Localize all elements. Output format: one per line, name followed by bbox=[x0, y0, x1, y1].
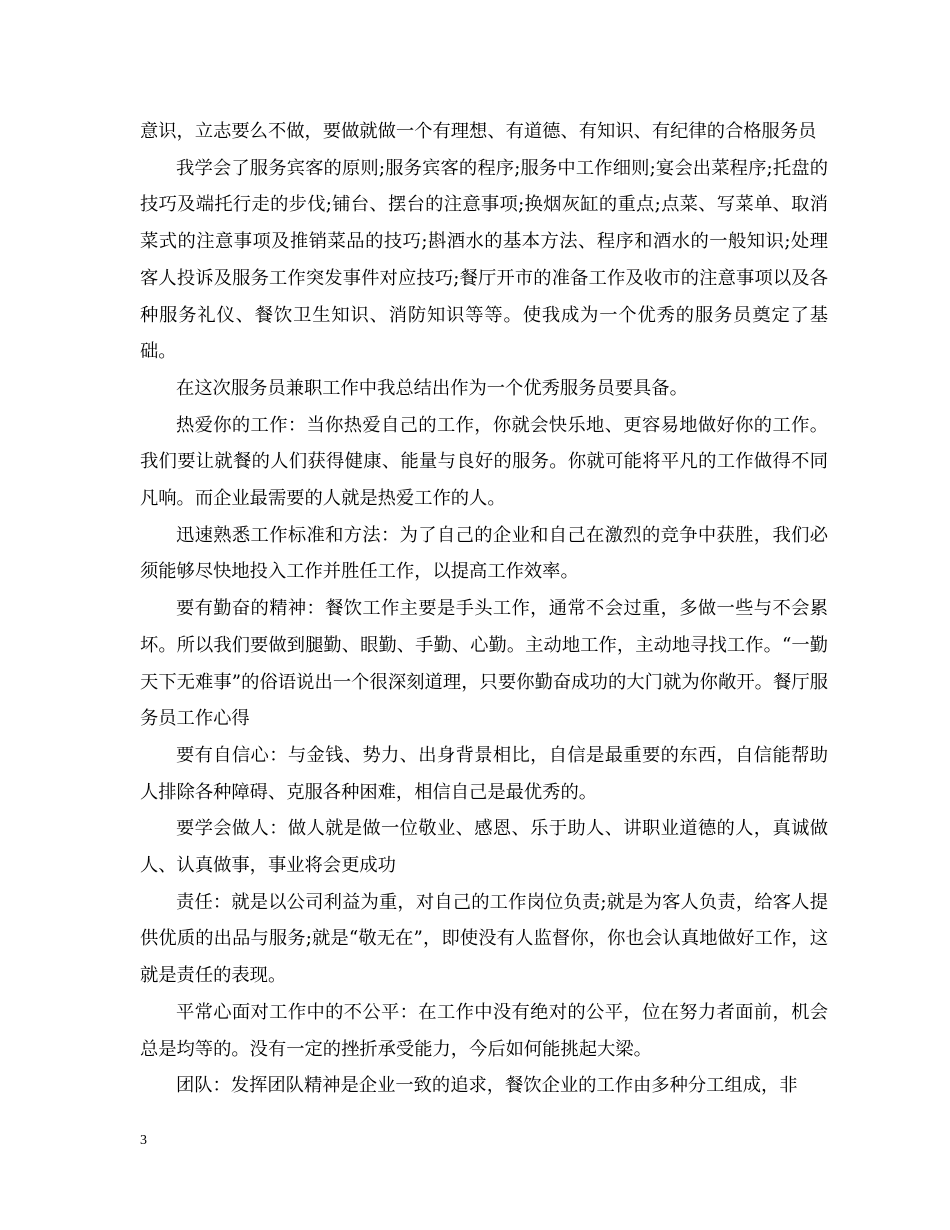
paragraph-6: 要有勤奋的精神：餐饮工作主要是手头工作，通常不会过重，多做一些与不会累坏。所以我们要做到腿勤、眼勤、手勤、心勤。主动地工作，主动地寻找工作。“一勤天下无难事”的俗语说出一个很深刻道理，只要你勤奋成功的大门就为你敞开。餐厅服务员工作心得 bbox=[140, 598, 828, 730]
paragraph-5: 迅速熟悉工作标准和方法：为了自己的企业和自己在激烈的竞争中获胜，我们必须能够尽快地投入工作并胜任工作，以提高工作效率。 bbox=[140, 524, 828, 583]
paragraph-3: 在这次服务员兼职工作中我总结出作为一个优秀服务员要具备。 bbox=[176, 377, 688, 399]
paragraph-10: 平常心面对工作中的不公平：在工作中没有绝对的公平，位在努力者面前，机会总是均等的。没有一定的挫折承受能力，今后如何能挑起大梁。 bbox=[140, 1001, 828, 1060]
paragraph-1: 意识，立志要么不做，要做就做一个有理想、有道德、有知识、有纪律的合格服务员 bbox=[140, 121, 817, 142]
paragraph-2: 我学会了服务宾客的原则;服务宾客的程序;服务中工作细则;宴会出菜程序;托盘的技巧及端托行走的步伐;铺台、摆台的注意事项;换烟灰缸的重点;点菜、写菜单、取消菜式的注意事项及推销菜品的技巧;斟酒水的基本方法、程序和酒水的一般知识;处理客人投诉及服务工作突发事件对应技巧;餐厅开市的准备工作及收市的注意事项以及各种服务礼仪、餐饮卫生知识、消防知识等等。使我成为一个优秀的服务员奠定了基础。 bbox=[140, 157, 828, 363]
body-text bbox=[140, 114, 828, 1105]
paragraph-4: 热爱你的工作：当你热爱自己的工作，你就会快乐地、更容易地做好你的工作。我们要让就餐的人们获得健康、能量与良好的服务。你就可能将平凡的工作做得不同凡响。而企业最需要的人就是热爱工作的人。 bbox=[140, 414, 828, 510]
paragraph-11: 团队：发挥团队精神是企业一致的追求，餐饮企业的工作由多种分工组成，非 bbox=[176, 1075, 798, 1097]
page-number: 3 bbox=[140, 1133, 147, 1148]
paragraph-8: 要学会做人：做人就是做一位敬业、感恩、乐于助人、讲职业道德的人，真诚做人、认真做事，事业将会更成功 bbox=[140, 818, 828, 877]
paragraph-9: 责任：就是以公司利益为重，对自己的工作岗位负责;就是为客人负责，给客人提供优质的出品与服务;就是“敬无在”，即使没有人监督你，你也会认真地做好工作，这就是责任的表现。 bbox=[140, 891, 828, 987]
paragraph-7: 要有自信心：与金钱、势力、出身背景相比，自信是最重要的东西，自信能帮助人排除各种障碍、克服各种困难，相信自己是最优秀的。 bbox=[140, 744, 828, 803]
